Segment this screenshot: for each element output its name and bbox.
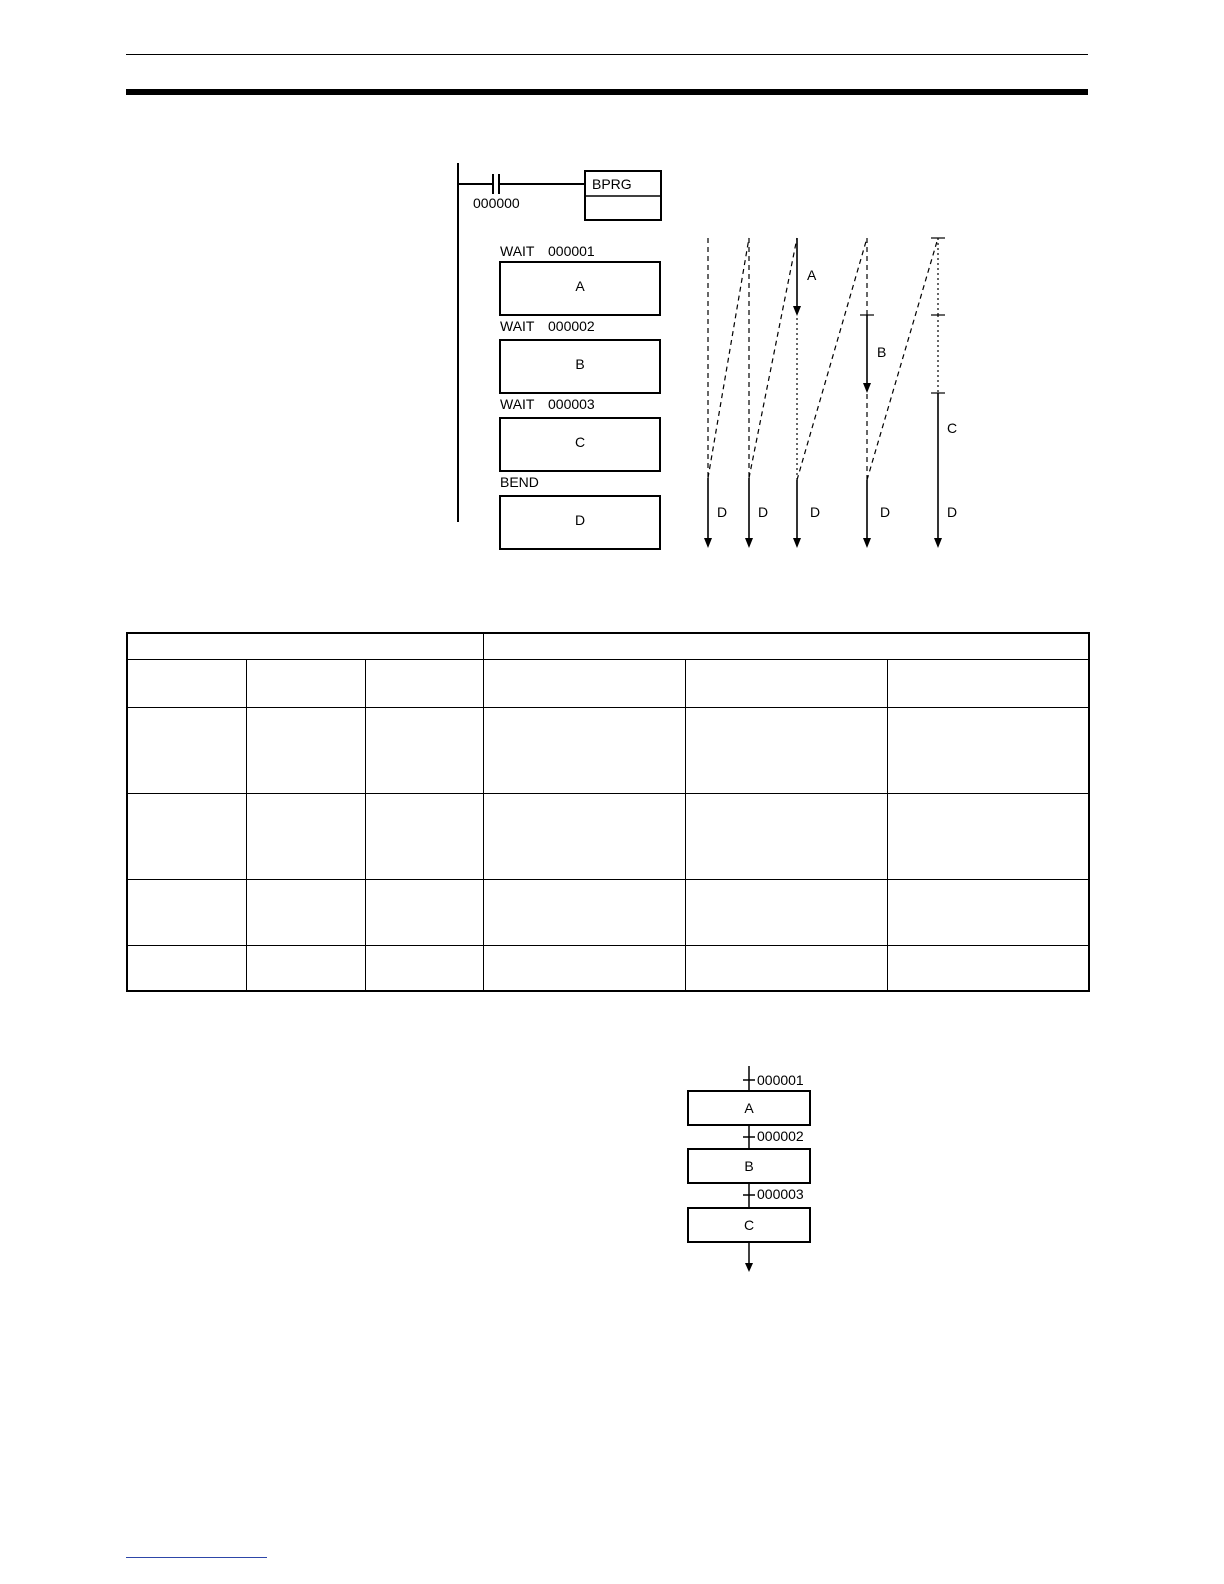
table-cell [483,793,685,879]
table-cell [246,707,365,793]
table-cell [127,945,246,991]
table-cell [246,793,365,879]
ladder-diagram [440,150,1000,570]
table-cell [246,879,365,945]
flow-step-a-label: A [744,1100,754,1116]
timing-label-d2: D [758,504,769,520]
table-header-cell [483,633,1089,659]
table-row [127,707,1089,793]
timing-label-d4: D [880,504,891,520]
table-cell [685,707,887,793]
block-b-label: B [575,356,585,372]
flow-bit-3: 000003 [757,1186,804,1202]
table-cell [887,945,1089,991]
table-cell [365,707,483,793]
table-header-cell [127,633,483,659]
table-cell [887,659,1089,707]
table-cell [685,659,887,707]
bend-keyword: BEND [500,474,539,490]
timing-label-d3: D [810,504,821,520]
table-cell [887,707,1089,793]
table-cell [685,879,887,945]
timing-label-c: C [947,420,958,436]
operation-table [126,632,1088,991]
block-d-label: D [574,512,586,528]
table-row [127,945,1089,991]
table-cell [483,707,685,793]
timing-label-d5: D [947,504,958,520]
table-cell [483,945,685,991]
flow-end-arrow [745,1263,753,1272]
timing-arrowheads [704,306,942,548]
table-cell [127,793,246,879]
header-thick-rule [126,89,1088,95]
wait-bit-1: 000001 [548,243,595,259]
header-thin-rule [126,54,1088,55]
table-cell [685,793,887,879]
timing-label-b: B [877,344,887,360]
table-cell [127,707,246,793]
table-row [127,879,1089,945]
timing-label-d1: D [717,504,728,520]
block-c-label: C [574,434,586,450]
table-cell [365,659,483,707]
table-cell [887,879,1089,945]
contact-label: 000000 [473,195,520,211]
flow-step-b-label: B [744,1158,754,1174]
table-row [127,793,1089,879]
table-header-group-row [127,633,1089,659]
wait-keyword-1: WAIT [500,243,535,259]
flow-bit-1: 000001 [757,1072,804,1088]
flowchart [670,1060,850,1280]
table-cell [246,659,365,707]
bprg-label: BPRG [592,176,632,192]
block-a-label: A [575,278,585,294]
table-cell [127,659,246,707]
flow-step-c-label: C [743,1217,755,1233]
table-cell [365,879,483,945]
timing-label-a: A [807,267,817,283]
table-cell [365,793,483,879]
table-cell [127,879,246,945]
wait-bit-2: 000002 [548,318,595,334]
table-cell [483,879,685,945]
table-cell [483,659,685,707]
timing-chart [708,238,945,540]
wait-keyword-2: WAIT [500,318,535,334]
table-cell [365,945,483,991]
table-header-row [127,659,1089,707]
table-cell [246,945,365,991]
footer-rule [126,1557,267,1558]
wait-bit-3: 000003 [548,396,595,412]
flow-bit-2: 000002 [757,1128,804,1144]
wait-keyword-3: WAIT [500,396,535,412]
table-cell [887,793,1089,879]
table-cell [685,945,887,991]
